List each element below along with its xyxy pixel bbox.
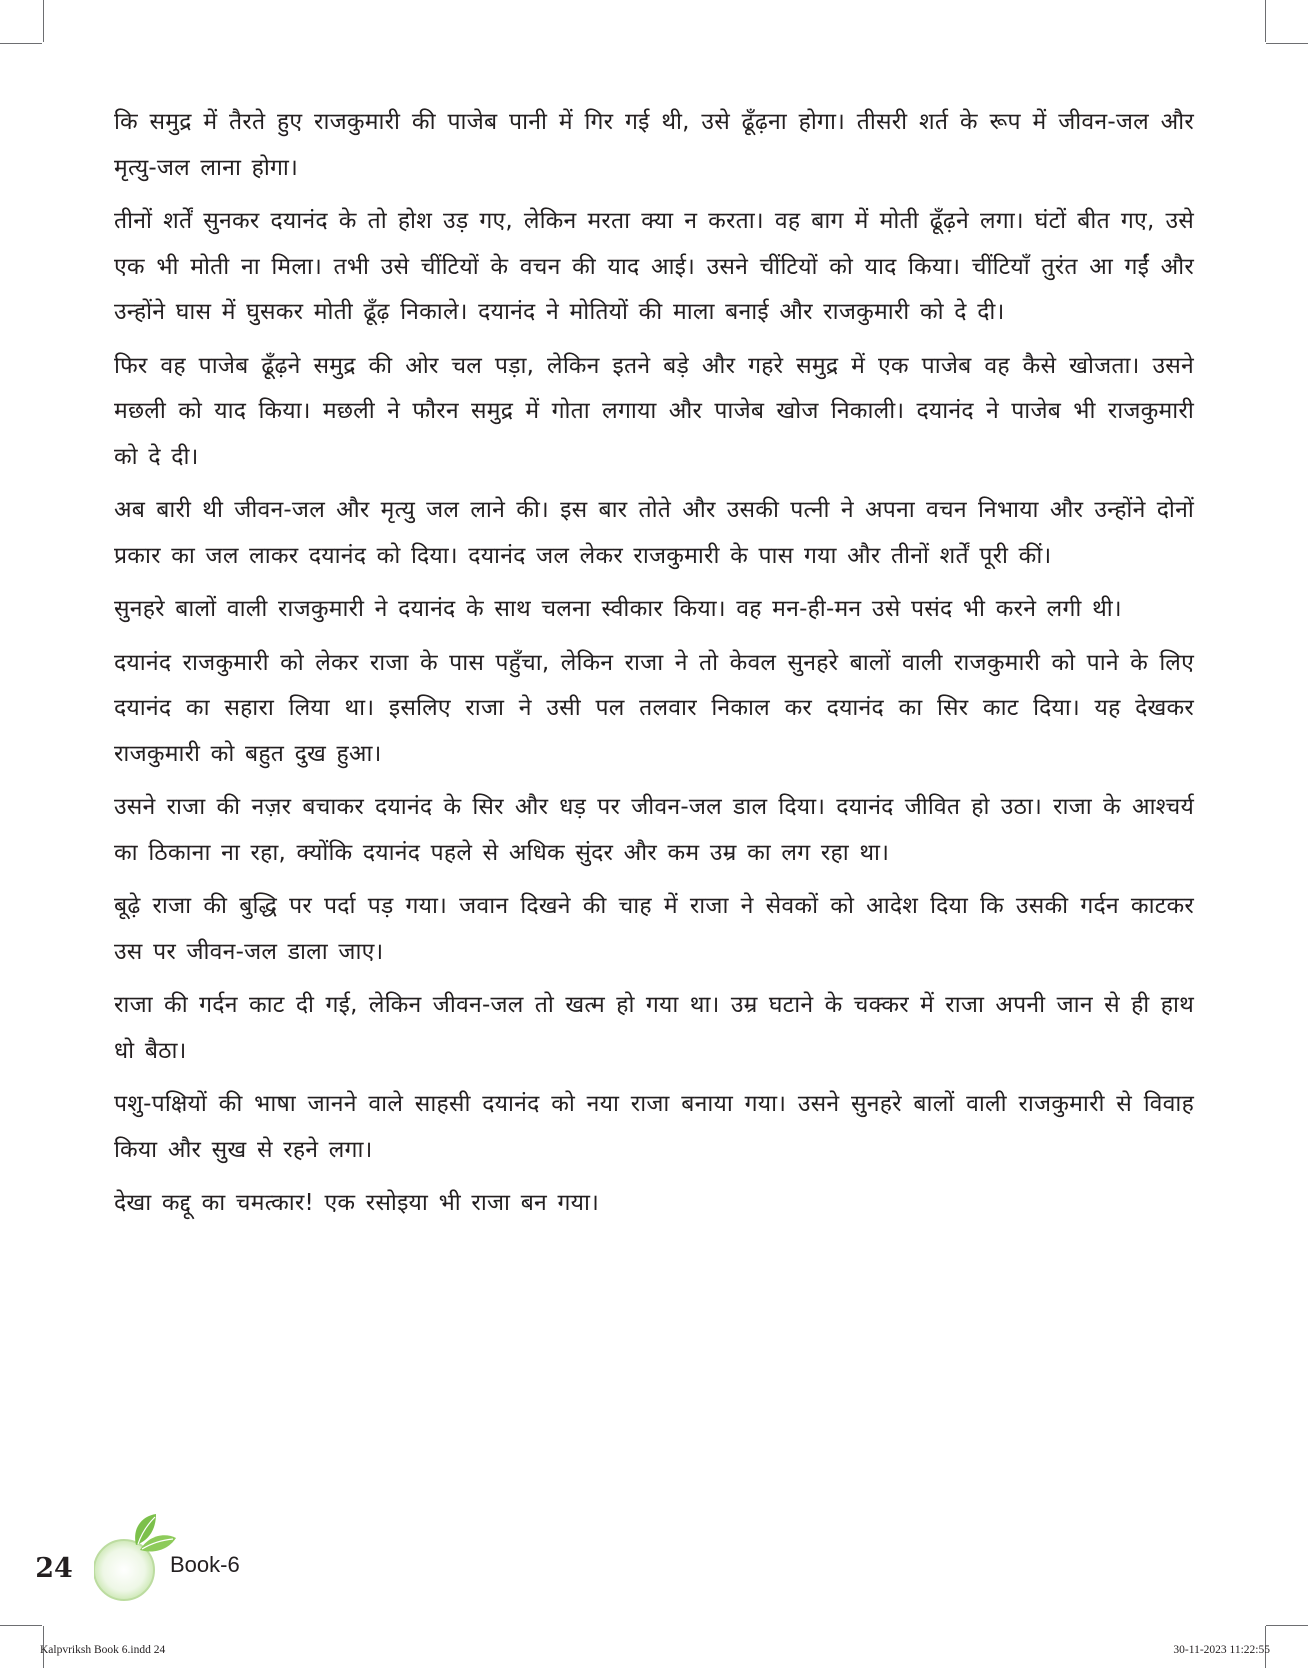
book-label: Book-6 xyxy=(170,1552,240,1577)
crop-mark xyxy=(43,0,44,42)
datetime-slug: 30-11-2023 11:22:55 xyxy=(1173,1644,1270,1656)
paragraph: तीनों शर्तें सुनकर दयानंद के तो होश उड़ गए, लेकिन मरता क्या न करता। वह बाग में मोती ढूँढ़ने लगा। घंटों बीत गए, उसे एक भी मोती ना मिला। तभी उसे चींटियों के वचन की याद आई। उसने चींटियों को याद किया। चींटियाँ तुरंत आ गईं और उन्होंने घास में घुसकर मोती ढूँढ़ निकाले। दयानंद ने मोतियों की माला बनाई और राजकुमारी को दे दी। xyxy=(114,208,1194,325)
paragraph: पशु-पक्षियों की भाषा जानने वाले साहसी दयानंद को नया राजा बनाया गया। उसने सुनहरे बालों वाली राजकुमारी से विवाह किया और सुख से रहने लगा। xyxy=(114,1091,1194,1163)
paragraph: कि समुद्र में तैरते हुए राजकुमारी की पाजेब पानी में गिर गई थी, उसे ढूँढ़ना होगा। तीसरी शर्त के रूप में जीवन-जल और मृत्यु-जल लाना होगा। xyxy=(114,109,1194,181)
crop-mark xyxy=(1265,0,1266,42)
story-text xyxy=(114,100,1194,1235)
paragraph: सुनहरे बालों वाली राजकुमारी ने दयानंद के साथ चलना स्वीकार किया। वह मन-ही-मन उसे पसंद भी करने लगी थी। xyxy=(114,596,1122,622)
paragraph: राजा की गर्दन काट दी गई, लेकिन जीवन-जल तो खत्म हो गया था। उम्र घटाने के चक्कर में राजा अपनी जान से ही हाथ धो बैठा। xyxy=(114,992,1194,1064)
crop-mark xyxy=(0,43,42,44)
paragraph: देखा कद्दू का चमत्कार! एक रसोइया भी राजा बन गया। xyxy=(114,1190,600,1216)
paragraph: बूढ़े राजा की बुद्धि पर पर्दा पड़ गया। जवान दिखने की चाह में राजा ने सेवकों को आदेश दिया कि उसकी गर्दन काटकर उस पर जीवन-जल डाला जाए। xyxy=(114,893,1194,965)
paragraph: अब बारी थी जीवन-जल और मृत्यु जल लाने की। इस बार तोते और उसकी पत्नी ने अपना वचन निभाया और उन्होंने दोनों प्रकार का जल लाकर दयानंद को दिया। दयानंद जल लेकर राजकुमारी के पास गया और तीनों शर्तें पूरी कीं। xyxy=(114,497,1194,569)
crop-mark xyxy=(0,1625,42,1626)
paragraph: फिर वह पाजेब ढूँढ़ने समुद्र की ओर चल पड़ा, लेकिन इतने बड़े और गहरे समुद्र में एक पाजेब वह कैसे खोजता। उसने मछली को याद किया। मछली ने फौरन समुद्र में गोता लगाया और पाजेब खोज निकाली। दयानंद ने पाजेब भी राजकुमारी को दे दी। xyxy=(114,352,1194,470)
crop-mark xyxy=(1266,1625,1308,1626)
page-number: 24 xyxy=(35,1553,73,1584)
paragraph: दयानंद राजकुमारी को लेकर राजा के पास पहुँचा, लेकिन राजा ने तो केवल सुनहरे बालों वाली राजकुमारी को पाने के लिए दयानंद का सहारा लिया था। इसलिए राजा ने उसी पल तलवार निकाल कर दयानंद का सिर काट दिया। यह देखकर राजकुमारी को बहुत दुख हुआ। xyxy=(114,649,1194,767)
file-slug: Kalpvriksh Book 6.indd 24 xyxy=(40,1644,166,1656)
paragraph: उसने राजा की नज़र बचाकर दयानंद के सिर और धड़ पर जीवन-जल डाल दिया। दयानंद जीवित हो उठा। राजा के आश्चर्य का ठिकाना ना रहा, क्योंकि दयानंद पहले से अधिक सुंदर और कम उम्र का लग रहा था। xyxy=(114,794,1194,866)
crop-mark xyxy=(1266,43,1308,44)
